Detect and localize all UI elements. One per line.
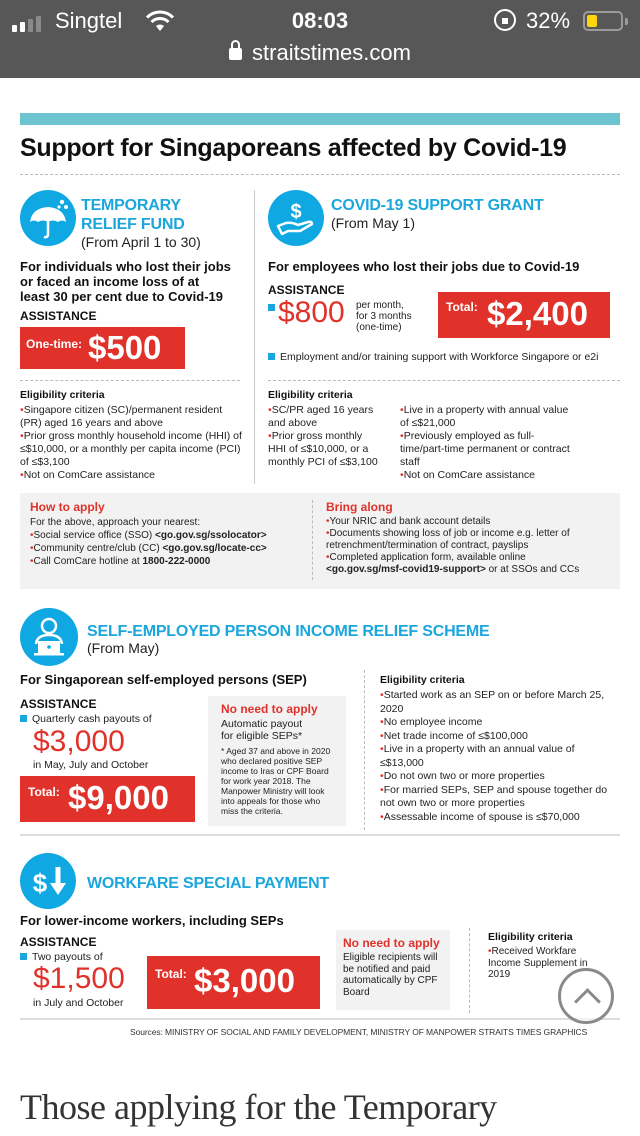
eligibility-item: • Do not own two or more properties (380, 770, 620, 784)
wsp-payout-months: in July and October (33, 997, 124, 1009)
eligibility-item: • Singapore citizen (SC)/permanent resident (PR) aged 16 years and above (20, 404, 242, 430)
cc-link[interactable]: <go.gov.sg/locate-cc> (162, 543, 267, 554)
eligibility-item: • Not on ComCare assistance (400, 469, 575, 482)
sirs-payout-amount: $3,000 (33, 725, 125, 758)
eligibility-item: • Received Workfare Income Supplement in 2019 (488, 946, 608, 981)
url-text: straitstimes.com (252, 40, 411, 65)
comcare-hotline: 1800-222-0000 (142, 556, 211, 567)
status-bar (0, 8, 640, 34)
hand-dollar-icon (268, 190, 324, 246)
divider (20, 380, 240, 381)
lock-icon (229, 48, 242, 60)
dollar-down-icon (20, 853, 76, 909)
sirs-assistance-label: ASSISTANCE (20, 697, 97, 711)
divider (20, 174, 620, 175)
wsp-no-apply-text: Eligible recipients will be notified and paid automatically by CPF Board (343, 952, 438, 998)
sirs-no-apply-title: No need to apply (221, 702, 318, 716)
sirs-total: $9,000 (68, 779, 169, 816)
csg-title: COVID-19 SUPPORT GRANT (331, 197, 544, 214)
csg-lead: For employees who lost their jobs due to Covid-19 (268, 259, 580, 274)
bring-item: • Your NRIC and bank account details (326, 516, 616, 528)
eligibility-item: • Net trade income of ≤$100,000 (380, 730, 620, 744)
column-divider (254, 190, 255, 484)
eligibility-item: • Not on ComCare assistance (20, 469, 242, 482)
wsp-no-apply-title: No need to apply (343, 936, 440, 950)
wsp-assistance-label: ASSISTANCE (20, 935, 97, 949)
bring-along-list (326, 516, 616, 576)
sirs-title: SELF-EMPLOYED PERSON INCOME RELIEF SCHEME (87, 623, 490, 640)
trf-amount-box (20, 327, 185, 369)
svg-text:$: $ (32, 868, 48, 898)
battery-tip (625, 18, 628, 25)
csg-period: (From May 1) (331, 215, 415, 231)
csg-total-box (438, 292, 610, 338)
sirs-eligibility-list (380, 689, 620, 824)
bullet-square (20, 715, 27, 722)
divider (268, 380, 620, 381)
csg-monthly-amount: $800 (278, 296, 345, 329)
eligibility-item: • For married SEPs, SEP and spouse together do not own two or more properties (380, 784, 620, 811)
csg-total-label: Total: (446, 300, 478, 314)
eligibility-item: • Prior gross monthly HHI of ≤$10,000, or a monthly PCI of ≤$3,100 (268, 430, 383, 469)
wsp-total-box (147, 956, 320, 1009)
eligibility-item: • Assessable income of spouse is ≤$70,000 (380, 811, 620, 825)
csg-eligibility-col1 (268, 404, 383, 469)
sirs-payout-intro: Quarterly cash payouts of (20, 713, 152, 726)
trf-period: (From April 1 to 30) (81, 234, 201, 250)
sirs-total-box (20, 776, 195, 822)
trf-title: TEMPORARY RELIEF FUND (81, 197, 185, 233)
how-to-apply-title: How to apply (30, 500, 105, 514)
trf-amount: $500 (88, 329, 162, 366)
wsp-eligibility-list (488, 946, 608, 981)
eligibility-item: • SC/PR aged 16 years and above (268, 404, 383, 430)
eligibility-item: • No employee income (380, 716, 620, 730)
sirs-lead: For Singaporean self-employed persons (SEP) (20, 672, 307, 687)
sirs-no-apply-text: Automatic payout for eligible SEPs* (221, 718, 303, 742)
how-to-apply-list: For the above, approach your nearest: • Social service office (SSO) <go.gov.sg/ssolocator> • Community centre/club (CC) <go.gov.sg/locate-cc> • Call ComCare hotline at 1800-222-0000 (30, 516, 267, 568)
bring-along-title: Bring along (326, 500, 393, 514)
eligibility-item: • Live in a property with annual value of ≤$21,000 (400, 404, 575, 430)
rotation-lock-icon (494, 9, 516, 31)
apply-item: • Community centre/club (CC) <go.gov.sg/locate-cc> (30, 542, 267, 555)
eligibility-item: • Started work as an SEP on or before March 25, 2020 (380, 689, 620, 716)
svg-text:$: $ (290, 201, 302, 223)
trf-eligibility-title: Eligibility criteria (20, 389, 105, 401)
trf-lead: For individuals who lost their jobs or faced an income loss of at least 30 per cent due to Covid-19 (20, 259, 231, 304)
battery-level-fill (587, 15, 597, 27)
eligibility-item: • Prior gross monthly household income (HHI) of ≤$10,000, or a monthly per capita income (PCI) of ≤$3,100 (20, 430, 242, 469)
wsp-title: WORKFARE SPECIAL PAYMENT (87, 875, 330, 892)
column-divider (364, 670, 365, 830)
sirs-payout-months: in May, July and October (33, 759, 149, 771)
bring-item: • Documents showing loss of job or income e.g. letter of retrenchment/termination of contract, payslips (326, 528, 616, 552)
trf-eligibility-list (20, 404, 242, 482)
eligibility-item: • Live in a property with an annual value of ≤$13,000 (380, 743, 620, 770)
battery-percent: 32% (526, 8, 571, 33)
column-divider (469, 928, 470, 1013)
eligibility-item: • Previously employed as full-time/part-time permanent or contract staff (400, 430, 575, 469)
csg-eligibility-title: Eligibility criteria (268, 389, 353, 401)
apply-item: • Call ComCare hotline at 1800-222-0000 (30, 555, 267, 568)
wsp-total-label: Total: (155, 967, 187, 981)
csg-extra-support: Employment and/or training support with Workforce Singapore or e2i (268, 351, 598, 364)
apply-item: • Social service office (SSO) <go.gov.sg/ssolocator> (30, 529, 267, 542)
article-body-text: Those applying for the Temporary (20, 1087, 497, 1127)
clock: 08:03 (291, 8, 349, 33)
section-divider (20, 834, 620, 836)
csg-monthly-note: per month, for 3 months (one-time) (356, 300, 412, 333)
csg-assistance-label: ASSISTANCE (268, 283, 345, 297)
wsp-eligibility-title: Eligibility criteria (488, 931, 573, 943)
wsp-lead: For lower-income workers, including SEPs (20, 913, 284, 928)
csg-total: $2,400 (487, 295, 588, 332)
sources-credit: Sources: MINISTRY OF SOCIAL AND FAMILY DEVELOPMENT, MINISTRY OF MANPOWER STRAITS TIMES GRAPHICS (130, 1027, 588, 1037)
trf-assistance-label: ASSISTANCE (20, 309, 97, 323)
sirs-footnote: * Aged 37 and above in 2020 who declared positive SEP income to Iras or CPF Board for work year 2018. The Manpower Ministry will look into appeals for those who miss the criteria. (221, 746, 331, 816)
csg-eligibility-col2 (400, 404, 575, 482)
address-bar[interactable] (0, 40, 640, 66)
bring-item: • Completed application form, available online <go.gov.sg/msf-covid19-support> or at SSOs and CCs (326, 552, 616, 576)
umbrella-icon (20, 190, 76, 246)
wsp-total: $3,000 (194, 962, 295, 999)
header-accent-bar (20, 113, 620, 125)
wsp-payout-intro: Two payouts of (20, 951, 103, 964)
browser-top-bar (0, 0, 640, 78)
msf-link[interactable]: <go.gov.sg/msf-covid19-support> (326, 564, 486, 575)
column-divider (312, 500, 313, 580)
bullet-square (20, 953, 27, 960)
sirs-eligibility-title: Eligibility criteria (380, 674, 465, 686)
sirs-period: (From May) (87, 640, 160, 656)
sirs-total-label: Total: (28, 785, 60, 799)
wsp-payout-amount: $1,500 (33, 962, 125, 995)
sso-link[interactable]: <go.gov.sg/ssolocator> (155, 530, 267, 541)
infographic-title: Support for Singaporeans affected by Covid-19 (20, 134, 567, 162)
section-divider (20, 1018, 620, 1020)
trf-amount-label: One-time: (26, 337, 83, 351)
battery-icon (583, 11, 623, 31)
bullet-square (268, 304, 275, 311)
carrier-name: Singtel (55, 8, 123, 33)
bullet-square (268, 353, 275, 360)
person-laptop-icon (20, 608, 78, 666)
